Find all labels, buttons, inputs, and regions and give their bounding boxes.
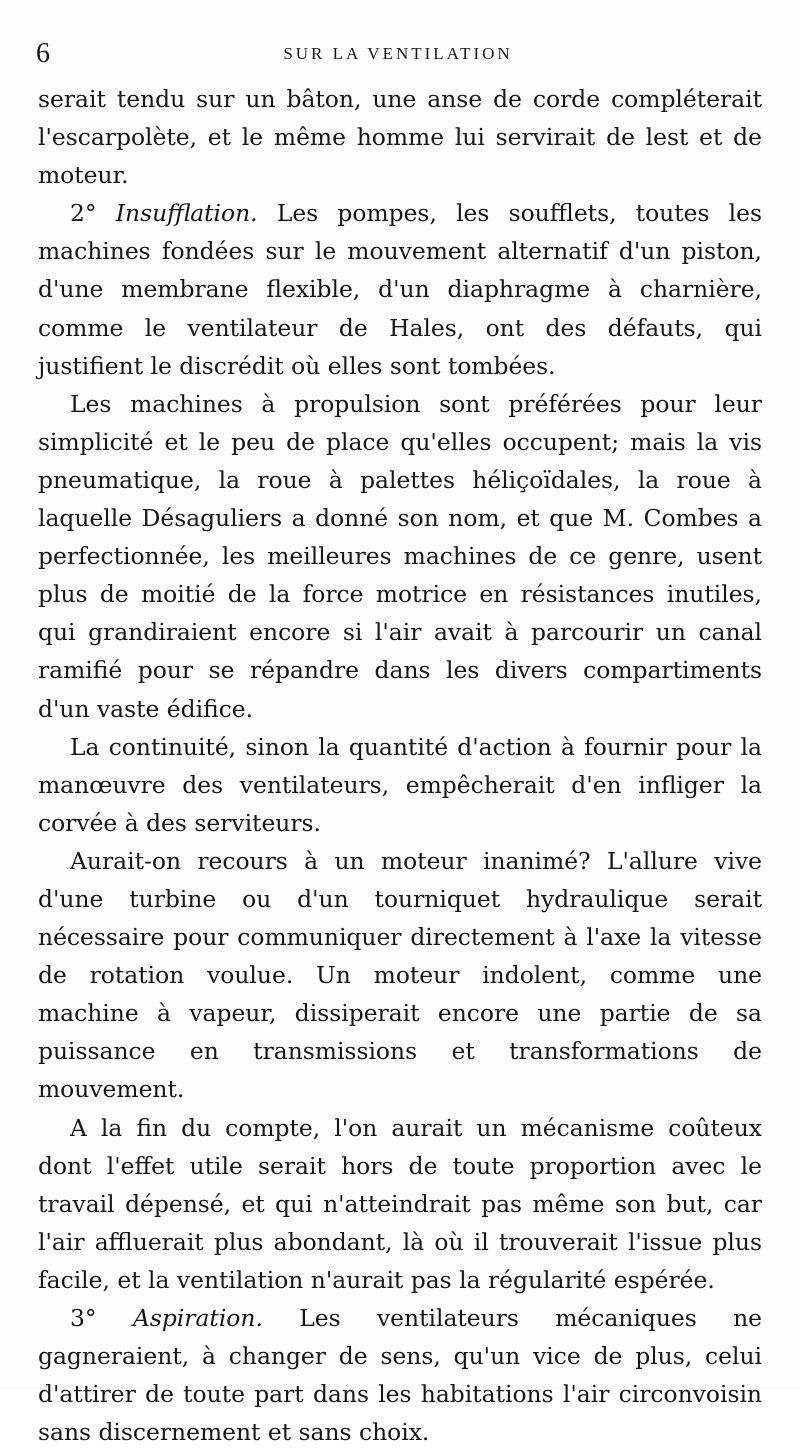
body-text: [38, 80, 762, 1451]
paragraph-3: Les machines à propulsion sont préférées pour leur simplicité et le peu de place qu'elles occupent; mais la vis pneumatique, la roue à palettes héliçoïdales, la roue à laquelle Désaguliers a donné son nom, et que M. Combes a perfectionnée, les meilleures machines de ce genre, usent plus de moitié de la force motrice en résistances inutiles, qui grandiraient encore si l'air avait à parcourir un canal ramifié pour se répandre dans les divers compartiments d'un vaste édifice.: [38, 389, 762, 723]
page-number: 6: [36, 38, 50, 69]
paragraph-1: serait tendu sur un bâton, une anse de corde compléterait l'escarpolète, et le même homme lui servirait de lest et de moteur.: [38, 85, 762, 190]
paragraph-7: 3° Aspiration. Les ventilateurs mécaniques ne gagneraient, à changer de sens, qu'un vice de plus, celui d'attirer de toute part dans les habitations l'air circonvoisin sans discernement et sans choix.: [38, 1304, 762, 1447]
paragraph-4: La continuité, sinon la quantité d'action à fournir pour la manœuvre des ventilateurs, empêcherait d'en infliger la corvée à des serviteurs.: [38, 732, 762, 837]
running-head: SUR LA VENTILATION: [283, 44, 513, 63]
paragraph-2: 2° Insufflation. Les pompes, les soufflets, toutes les machines fondées sur le mouvement alternatif d'un piston, d'une membrane flexible, d'un diaphragme à charnière, comme le ventilateur de Hales, ont des défauts, qui justifient le discrédit où elles sont tombées.: [38, 199, 763, 380]
paragraph-6: A la fin du compte, l'on aurait un mécanisme coûteux dont l'effet utile serait hors de toute proportion avec le travail dépensé, et qui n'atteindrait pas même son but, car l'air affluerait plus abondant, là où il trouverait l'issue plus facile, et la ventilation n'aurait pas la régularité espérée.: [38, 1113, 762, 1294]
section-title-insufflation: Insufflation.: [115, 199, 258, 228]
section-title-aspiration: Aspiration.: [132, 1304, 263, 1332]
page-header: [36, 36, 760, 72]
paragraph-5: Aurait-on recours à un moteur inanimé? L'allure vive d'une turbine ou d'un tourniquet hydraulique serait nécessaire pour communiquer directement à l'axe la vitesse de rotation voulue. Un moteur indolent, comme une machine à vapeur, dissiperait encore une partie de sa puissance en transmissions et transformations de mouvement.: [38, 846, 762, 1104]
